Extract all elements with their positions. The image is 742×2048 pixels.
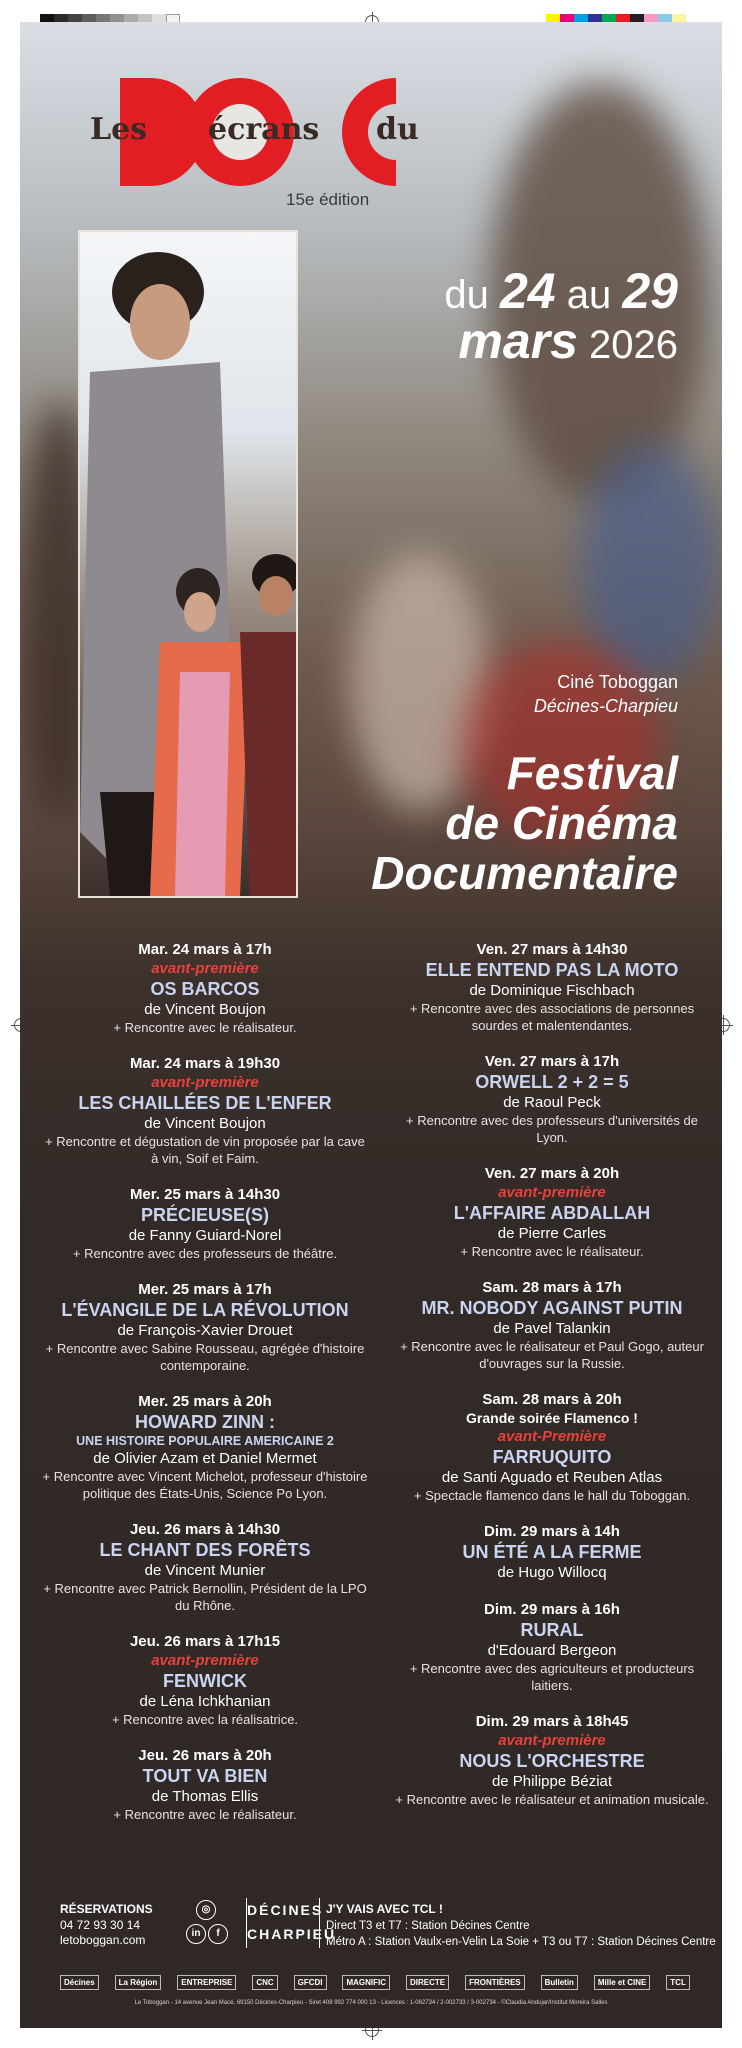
partner-logo: MAGNIFIC [342, 1975, 390, 1990]
city-line-1: DÉCINES [247, 1902, 324, 1918]
partner-logo: DIRECTE [406, 1975, 449, 1990]
logo-word-ecrans: écrans [208, 112, 320, 147]
partner-logo: Bulletin [541, 1975, 578, 1990]
program-event [40, 1632, 370, 1728]
program-event [392, 1390, 712, 1504]
program-event [392, 1712, 712, 1808]
dates-line-2 [444, 313, 678, 369]
partner-logo: ENTREPRISE [177, 1975, 236, 1990]
event-extra: + Rencontre avec Vincent Michelot, professeur d'histoire politique des États-Unis, Science Po Lyon. [42, 1469, 368, 1501]
event-title: RURAL [520, 1620, 584, 1640]
event-date: Mer. 25 mars à 17h [138, 1281, 272, 1298]
event-date: Dim. 29 mars à 16h [484, 1601, 620, 1618]
program-event [392, 1164, 712, 1260]
program-event [40, 1280, 370, 1374]
partner-logo: CNC [252, 1975, 277, 1990]
event-title: ORWELL 2 + 2 = 5 [475, 1072, 629, 1092]
date-year: 2026 [589, 323, 678, 367]
festival-poster [20, 22, 722, 2028]
event-extra: + Rencontre avec Patrick Bernollin, Président de la LPO du Rhône. [43, 1581, 367, 1613]
festival-title-line-2: de Cinéma [445, 797, 678, 849]
access-line-1: Direct T3 et T7 : Station Décines Centre [326, 1920, 530, 1932]
event-director: de Santi Aguado et Reuben Atlas [441, 1469, 663, 1486]
event-director: de Thomas Ellis [151, 1788, 259, 1805]
event-title: HOWARD ZINN : [135, 1412, 275, 1432]
event-director: de Philippe Béziat [491, 1773, 613, 1790]
event-tag: avant-première [151, 1652, 259, 1669]
event-director: de Léna Ichkhanian [139, 1693, 271, 1710]
reservations-label: RÉSERVATIONS [60, 1902, 153, 1916]
dates-mid: au [566, 273, 612, 317]
event-title: TOUT VA BIEN [142, 1766, 268, 1786]
event-title: FARRUQUITO [492, 1447, 612, 1467]
program-event [40, 940, 370, 1036]
event-subtitle: UNE HISTOIRE POPULAIRE AMERICAINE 2 [76, 1434, 334, 1448]
event-date: Mer. 25 mars à 20h [138, 1393, 272, 1410]
event-date: Jeu. 26 mars à 17h15 [129, 1633, 281, 1650]
event-director: de Raoul Peck [503, 1094, 601, 1111]
event-date: Sam. 28 mars à 17h [482, 1279, 622, 1296]
event-title: ELLE ENTEND PAS LA MOTO [425, 960, 679, 980]
event-tag: avant-première [498, 1732, 606, 1749]
program-event [40, 1185, 370, 1262]
festival-logo [90, 72, 430, 212]
event-title: L'ÉVANGILE DE LA RÉVOLUTION [61, 1300, 349, 1320]
event-extra: + Rencontre avec le réalisateur et Paul Gogo, auteur d'ouvrages sur la Russie. [400, 1339, 704, 1371]
event-director: de Vincent Boujon [144, 1001, 266, 1018]
venue-city: Décines-Charpieu [533, 696, 678, 716]
program-event [392, 940, 712, 1034]
festival-dates [444, 263, 678, 369]
program-event [40, 1746, 370, 1823]
event-title: FENWICK [163, 1671, 247, 1691]
event-extra: + Rencontre avec des professeurs de théâtre. [72, 1246, 338, 1261]
partner-logos [60, 1972, 690, 1992]
event-date: Dim. 29 mars à 18h45 [475, 1713, 629, 1730]
event-director: de Vincent Munier [144, 1562, 266, 1579]
event-director: de Vincent Boujon [144, 1115, 266, 1132]
event-director: de Fanny Guiard-Norel [128, 1227, 282, 1244]
event-title: UN ÉTÉ A LA FERME [462, 1542, 642, 1562]
event-extra: + Spectacle flamenco dans le hall du Toboggan. [413, 1488, 691, 1503]
event-title: NOUS L'ORCHESTRE [459, 1751, 645, 1771]
event-date: Mar. 24 mars à 19h30 [129, 1055, 281, 1072]
access-line-2: Métro A : Station Vaulx-en-Velin La Soie + T3 ou T7 : Station Décines Centre [326, 1936, 716, 1948]
program-event [392, 1278, 712, 1372]
event-date: Sam. 28 mars à 20h [482, 1391, 622, 1408]
photo-illustration [80, 232, 296, 896]
event-extra: + Rencontre avec le réalisateur. [113, 1020, 297, 1035]
fineprint: Le Toboggan - 14 avenue Jean Macé, 69150 Décines-Charpieu - Siret 408 992 774 000 13 - Licences : 1-062734 / 2-002733 / 3-002734 - ©Claudia Andujar/Institut Moreira Salles [134, 2000, 608, 2006]
access-title: J'Y VAIS AVEC TCL ! [326, 1902, 443, 1916]
event-date: Dim. 29 mars à 14h [484, 1523, 620, 1540]
venue-name: Ciné Toboggan [557, 672, 678, 692]
event-extra: + Rencontre et dégustation de vin proposée par la cave à vin, Soif et Faim. [45, 1134, 365, 1166]
partner-logo: GFCDI [294, 1975, 327, 1990]
event-tag: avant-Première [497, 1428, 607, 1445]
event-extra: + Rencontre avec des agriculteurs et producteurs laitiers. [409, 1661, 695, 1693]
program-event [40, 1520, 370, 1614]
event-director: de Pierre Carles [497, 1225, 607, 1242]
event-extra: + Rencontre avec des professeurs d'universités de Lyon. [406, 1113, 698, 1145]
logo-word-du: du [376, 112, 419, 147]
festival-title-line-3: Documentaire [371, 847, 678, 899]
dates-line-1 [444, 263, 678, 319]
date-end: 29 [622, 263, 678, 319]
event-title: L'AFFAIRE ABDALLAH [453, 1203, 651, 1223]
event-extra: + Rencontre avec la réalisatrice. [111, 1712, 299, 1727]
partner-logo: TCL [666, 1975, 690, 1990]
event-tag: avant-première [151, 960, 259, 977]
city-line-2: CHARPIEU [247, 1926, 337, 1942]
footer [20, 1892, 722, 2028]
event-title: LE CHANT DES FORÊTS [99, 1540, 311, 1560]
program-column-right [392, 940, 712, 1826]
archive-photo [78, 230, 298, 898]
event-director: d'Edouard Bergeon [487, 1642, 617, 1659]
dates-pre: du [444, 273, 489, 317]
facebook-icon[interactable]: f [208, 1924, 228, 1944]
event-date: Ven. 27 mars à 14h30 [476, 941, 628, 958]
partner-logo: La Région [115, 1975, 162, 1990]
event-date: Mer. 25 mars à 14h30 [129, 1186, 281, 1203]
reservations-website[interactable]: letoboggan.com [60, 1933, 146, 1947]
program-event [392, 1600, 712, 1694]
partner-logo: FRONTIÈRES [465, 1975, 525, 1990]
event-extra: + Rencontre avec Sabine Rousseau, agrégée d'histoire contemporaine. [45, 1341, 365, 1373]
event-title: OS BARCOS [150, 979, 260, 999]
partner-logo: Décines [60, 1975, 99, 1990]
linkedin-icon[interactable]: in [186, 1924, 206, 1944]
program-event [392, 1522, 712, 1582]
event-director: de Hugo Willocq [497, 1564, 607, 1581]
reservations-phone[interactable]: 04 72 93 30 14 [60, 1918, 141, 1932]
event-extra: + Rencontre avec des associations de personnes sourdes et malentendantes. [409, 1001, 695, 1033]
event-director: de Dominique Fischbach [469, 982, 635, 999]
venue [534, 670, 678, 718]
event-tag: avant-première [151, 1074, 259, 1091]
partner-logo: Mille et CINE [594, 1975, 650, 1990]
event-title: PRÉCIEUSE(S) [140, 1205, 270, 1225]
program-column-left [40, 940, 370, 1841]
logo-word-les: Les [90, 112, 148, 147]
date-start: 24 [500, 263, 556, 319]
background-blur [580, 442, 720, 682]
event-tag: avant-première [498, 1184, 606, 1201]
event-date: Mar. 24 mars à 17h [138, 941, 272, 958]
event-extra: + Rencontre avec le réalisateur et animation musicale. [395, 1792, 709, 1807]
program-event [40, 1054, 370, 1167]
event-date: Ven. 27 mars à 17h [484, 1053, 620, 1070]
city-label [246, 1898, 337, 1948]
festival-title [371, 748, 678, 898]
event-date: Jeu. 26 mars à 20h [138, 1747, 272, 1764]
event-special: Grande soirée Flamenco ! [466, 1410, 638, 1426]
event-extra: + Rencontre avec le réalisateur. [460, 1244, 644, 1259]
event-title: MR. NOBODY AGAINST PUTIN [421, 1298, 683, 1318]
event-director: de Pavel Talankin [493, 1320, 611, 1337]
event-date: Jeu. 26 mars à 14h30 [129, 1521, 281, 1538]
event-title: LES CHAILLÉES DE L'ENFER [78, 1093, 332, 1113]
date-month: mars [458, 313, 578, 369]
event-director: de François-Xavier Drouet [117, 1322, 293, 1339]
event-date: Ven. 27 mars à 20h [484, 1165, 620, 1182]
festival-title-line-1: Festival [506, 747, 678, 799]
program-event [40, 1392, 370, 1502]
instagram-icon[interactable]: ◎ [196, 1900, 216, 1920]
edition-label: 15e édition [286, 190, 370, 209]
program-event [392, 1052, 712, 1146]
event-extra: + Rencontre avec le réalisateur. [113, 1807, 297, 1822]
event-director: de Olivier Azam et Daniel Mermet [93, 1450, 317, 1467]
